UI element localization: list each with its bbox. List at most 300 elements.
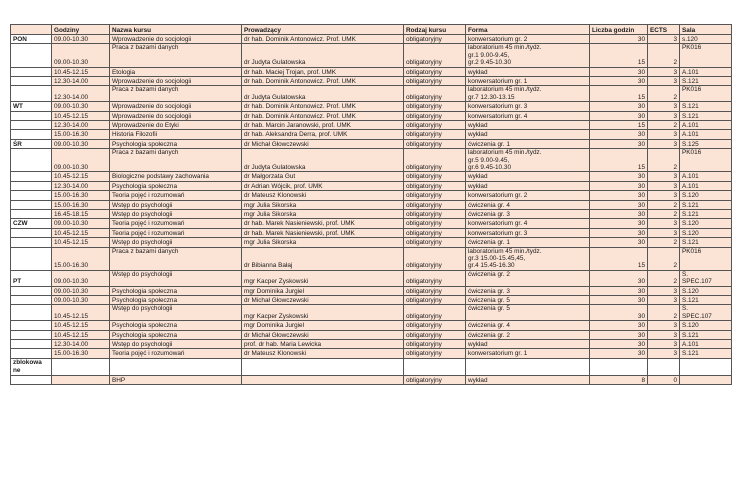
hours-count-cell: 30 — [590, 139, 648, 148]
day-cell — [11, 130, 52, 139]
table-row — [11, 67, 732, 76]
hours-count-cell: 30 — [590, 111, 648, 120]
course-type-cell: obligatoryjny — [404, 286, 466, 295]
course-name-cell: Praca z bazami danych — [110, 44, 242, 67]
schedule-body — [11, 35, 732, 385]
room-cell: PK016 — [680, 149, 732, 172]
header-course-type: Rodzaj kursu — [404, 25, 466, 35]
teacher-cell: mgr Kacper Zyskowski — [242, 305, 404, 321]
room-cell: S. SPEC.107 — [680, 305, 732, 321]
table-row — [11, 349, 732, 358]
form-cell: ćwiczenia gr. 5 — [466, 305, 590, 321]
hours-cell: 16.45-18.15 — [52, 209, 110, 218]
hours-cell: 10.45-12.15 — [52, 67, 110, 76]
hours-cell: 10.45-12.15 — [52, 111, 110, 120]
course-name-cell: Wstęp do psychologii — [110, 238, 242, 247]
form-cell: ćwiczenia gr. 1 — [466, 139, 590, 148]
header-hours: Godziny — [52, 25, 110, 35]
room-cell: S.121 — [680, 349, 732, 358]
hours-count-cell: 30 — [590, 286, 648, 295]
teacher-cell: prof. dr hab. Maria Lewicka — [242, 339, 404, 348]
form-cell: wykład — [466, 67, 590, 76]
teacher-cell — [242, 358, 404, 375]
table-row — [11, 286, 732, 295]
room-cell: S.121 — [680, 209, 732, 218]
hours-count-cell: 15 — [590, 44, 648, 67]
teacher-cell: dr Judyta Gulatowska — [242, 44, 404, 67]
course-name-cell: Teoria pojęć i rozumowań — [110, 349, 242, 358]
table-row — [11, 200, 732, 209]
form-cell: ćwiczenia gr. 4 — [466, 321, 590, 330]
day-cell — [11, 111, 52, 120]
day-cell — [11, 172, 52, 181]
ects-cell: 2 — [648, 305, 680, 321]
ects-cell: 2 — [648, 120, 680, 129]
hours-cell: 09.00-10.30 — [52, 139, 110, 148]
day-cell — [11, 247, 52, 270]
teacher-cell — [242, 375, 404, 384]
room-cell: S.121 — [680, 200, 732, 209]
hours-count-cell: 15 — [590, 120, 648, 129]
teacher-cell: mgr Dominika Jurgiel — [242, 321, 404, 330]
table-row — [11, 149, 732, 172]
hours-cell — [52, 375, 110, 384]
ects-cell: 3 — [648, 349, 680, 358]
ects-cell: 2 — [648, 238, 680, 247]
form-cell: konwersatorium gr. 3 — [466, 228, 590, 237]
course-name-cell: Wprowadzenie do socjologii — [110, 111, 242, 120]
hours-count-cell: 30 — [590, 305, 648, 321]
course-type-cell: obligatoryjny — [404, 102, 466, 111]
course-name-cell: BHP — [110, 375, 242, 384]
hours-cell: 10.45-12.15 — [52, 330, 110, 339]
hours-cell: 12.30-14.00 — [52, 181, 110, 190]
day-cell: zblokowa ne — [11, 358, 52, 375]
course-type-cell: obligatoryjny — [404, 270, 466, 286]
course-type-cell: obligatoryjny — [404, 209, 466, 218]
room-cell: PK016 — [680, 86, 732, 102]
course-name-cell: Psychologia społeczna — [110, 295, 242, 304]
table-row — [11, 35, 732, 44]
teacher-cell: dr Małgorzata Gut — [242, 172, 404, 181]
form-cell: wykład — [466, 375, 590, 384]
ects-cell: 3 — [648, 172, 680, 181]
day-cell — [11, 321, 52, 330]
course-name-cell: Wprowadzenie do Etyki — [110, 120, 242, 129]
form-cell: ćwiczenia gr. 5 — [466, 295, 590, 304]
course-type-cell: obligatoryjny — [404, 228, 466, 237]
hours-cell: 10.45-12.15 — [52, 172, 110, 181]
room-cell: S.121 — [680, 238, 732, 247]
ects-cell: 2 — [648, 149, 680, 172]
ects-cell: 3 — [648, 295, 680, 304]
form-cell: ćwiczenia gr. 2 — [466, 330, 590, 339]
teacher-cell: dr Mateusz Klonowski — [242, 349, 404, 358]
hours-cell: 10.45-12.15 — [52, 321, 110, 330]
hours-count-cell: 30 — [590, 219, 648, 228]
hours-cell: 09.00-10.30 — [52, 44, 110, 67]
room-cell: S.120 — [680, 321, 732, 330]
course-name-cell: Psychologia społeczna — [110, 330, 242, 339]
hours-cell: 09.00-10.30 — [52, 35, 110, 44]
table-row — [11, 305, 732, 321]
hours-count-cell: 30 — [590, 172, 648, 181]
form-cell: wykład — [466, 120, 590, 129]
teacher-cell: dr hab. Dominik Antonowicz. Prof. UMK — [242, 77, 404, 86]
teacher-cell: dr Judyta Gulatowska — [242, 149, 404, 172]
hours-cell: 12.30-14.00 — [52, 77, 110, 86]
course-type-cell — [404, 358, 466, 375]
teacher-cell: mgr Julia Sikorska — [242, 200, 404, 209]
hours-cell: 12.30-14.00 — [52, 86, 110, 102]
table-row — [11, 120, 732, 129]
ects-cell: 0 — [648, 375, 680, 384]
table-row — [11, 130, 732, 139]
hours-cell: 09.00-10.30 — [52, 286, 110, 295]
table-row — [11, 238, 732, 247]
day-cell — [11, 330, 52, 339]
hours-count-cell: 30 — [590, 238, 648, 247]
course-type-cell: obligatoryjny — [404, 67, 466, 76]
table-row — [11, 102, 732, 111]
hours-count-cell: 15 — [590, 149, 648, 172]
day-cell — [11, 305, 52, 321]
form-cell: ćwiczenia gr. 1 — [466, 238, 590, 247]
table-row — [11, 44, 732, 67]
form-cell: konwersatorium gr. 4 — [466, 111, 590, 120]
header-day — [11, 25, 52, 35]
form-cell: ćwiczenia gr. 2 — [466, 270, 590, 286]
teacher-cell: dr hab. Dominik Antonowicz. Prof. UMK — [242, 111, 404, 120]
hours-count-cell: 15 — [590, 86, 648, 102]
room-cell: S.121 — [680, 102, 732, 111]
hours-count-cell — [590, 358, 648, 375]
hours-cell: 10.45-12.15 — [52, 228, 110, 237]
teacher-cell: dr Michał Głowczewski — [242, 139, 404, 148]
course-type-cell: obligatoryjny — [404, 349, 466, 358]
form-cell: laboratorium 45 min./tydz. gr.5 9.00-9.45, gr.6 9.45-10.30 — [466, 149, 590, 172]
day-cell — [11, 181, 52, 190]
course-name-cell: Praca z bazami danych — [110, 86, 242, 102]
course-name-cell: Wstęp do psychologii — [110, 209, 242, 218]
hours-count-cell: 30 — [590, 181, 648, 190]
teacher-cell: dr hab. Marcin Jaranowski, prof. UMK — [242, 120, 404, 129]
header-row — [11, 25, 732, 35]
teacher-cell: dr hab. Dominik Antonowicz. Prof. UMK — [242, 102, 404, 111]
table-row — [11, 321, 732, 330]
room-cell: S.120 — [680, 286, 732, 295]
hours-cell: 12.30-14.00 — [52, 120, 110, 129]
teacher-cell: dr Bibianna Bałaj — [242, 247, 404, 270]
ects-cell: 3 — [648, 102, 680, 111]
form-cell: konwersatorium gr. 2 — [466, 35, 590, 44]
day-cell: CZW — [11, 219, 52, 228]
hours-count-cell: 30 — [590, 77, 648, 86]
table-row — [11, 219, 732, 228]
teacher-cell: dr hab. Maciej Trojan, prof. UMK — [242, 67, 404, 76]
room-cell: S.121 — [680, 77, 732, 86]
day-cell — [11, 238, 52, 247]
day-cell — [11, 375, 52, 384]
teacher-cell: dr hab. Aleksandra Derra, prof. UMK — [242, 130, 404, 139]
teacher-cell: dr hab. Dominik Antonowicz. Prof. UMK — [242, 35, 404, 44]
ects-cell: 3 — [648, 191, 680, 200]
ects-cell: 2 — [648, 44, 680, 67]
course-name-cell: Wprowadzenie do socjologii — [110, 102, 242, 111]
hours-count-cell: 30 — [590, 130, 648, 139]
room-cell: S.125 — [680, 139, 732, 148]
form-cell: laboratorium 45 min./tydz. gr.1 9.00-9.45, gr.2 9.45-10.30 — [466, 44, 590, 67]
hours-cell: 15.00-16.30 — [52, 349, 110, 358]
course-name-cell: Wprowadzenie do socjologii — [110, 35, 242, 44]
table-row — [11, 86, 732, 102]
course-type-cell: obligatoryjny — [404, 35, 466, 44]
table-row — [11, 111, 732, 120]
hours-count-cell: 30 — [590, 295, 648, 304]
hours-cell: 15.00-16.30 — [52, 200, 110, 209]
table-row — [11, 181, 732, 190]
course-name-cell: Praca z bazami danych — [110, 247, 242, 270]
course-name-cell: Psychologia społeczna — [110, 321, 242, 330]
course-name-cell: Wstęp do psychologii — [110, 305, 242, 321]
ects-cell: 3 — [648, 67, 680, 76]
course-name-cell: Teoria pojęć i rozumowań — [110, 228, 242, 237]
hours-count-cell: 30 — [590, 339, 648, 348]
table-row — [11, 330, 732, 339]
hours-count-cell: 30 — [590, 67, 648, 76]
course-type-cell: obligatoryjny — [404, 247, 466, 270]
course-name-cell: Biologiczne podstawy zachowania — [110, 172, 242, 181]
teacher-cell: mgr Dominika Jurgiel — [242, 286, 404, 295]
hours-count-cell: 30 — [590, 102, 648, 111]
day-cell: ŚR — [11, 139, 52, 148]
form-cell — [466, 358, 590, 375]
day-cell — [11, 286, 52, 295]
table-row — [11, 77, 732, 86]
hours-count-cell: 30 — [590, 209, 648, 218]
ects-cell: 3 — [648, 330, 680, 339]
hours-count-cell: 30 — [590, 349, 648, 358]
hours-cell: 09.00-10.30 — [52, 149, 110, 172]
teacher-cell: dr Adrian Wójcik, prof. UMK — [242, 181, 404, 190]
ects-cell: 2 — [648, 86, 680, 102]
form-cell: konwersatorium gr. 2 — [466, 191, 590, 200]
day-cell: PON — [11, 35, 52, 44]
course-type-cell: obligatoryjny — [404, 238, 466, 247]
course-type-cell: obligatoryjny — [404, 172, 466, 181]
form-cell: wykład — [466, 130, 590, 139]
course-name-cell: Wstęp do psychologii — [110, 339, 242, 348]
header-hours-count: Liczba godzin — [590, 25, 648, 35]
teacher-cell: dr hab. Marek Nasieniewski, prof. UMK — [242, 219, 404, 228]
room-cell: S.120 — [680, 219, 732, 228]
ects-cell: 3 — [648, 130, 680, 139]
day-cell — [11, 149, 52, 172]
room-cell: A.101 — [680, 172, 732, 181]
course-schedule-table — [10, 24, 732, 385]
course-type-cell: obligatoryjny — [404, 219, 466, 228]
day-cell — [11, 86, 52, 102]
hours-cell: 10.45-12.15 — [52, 238, 110, 247]
room-cell: A.101 — [680, 67, 732, 76]
hours-count-cell: 8 — [590, 375, 648, 384]
teacher-cell: mgr Kacper Zyskowski — [242, 270, 404, 286]
day-cell: PT — [11, 270, 52, 286]
room-cell: S.121 — [680, 330, 732, 339]
table-row — [11, 247, 732, 270]
table-row — [11, 270, 732, 286]
course-name-cell — [110, 358, 242, 375]
table-row — [11, 191, 732, 200]
course-type-cell: obligatoryjny — [404, 295, 466, 304]
course-name-cell: Psychologia społeczna — [110, 286, 242, 295]
room-cell: A.101 — [680, 120, 732, 129]
course-type-cell: obligatoryjny — [404, 139, 466, 148]
course-type-cell: obligatoryjny — [404, 181, 466, 190]
form-cell: wykład — [466, 172, 590, 181]
course-name-cell: Historia Filozofii — [110, 130, 242, 139]
hours-count-cell: 30 — [590, 191, 648, 200]
form-cell: wykład — [466, 181, 590, 190]
course-name-cell: Psychologia społeczna — [110, 139, 242, 148]
course-type-cell: obligatoryjny — [404, 130, 466, 139]
table-row — [11, 139, 732, 148]
course-type-cell: obligatoryjny — [404, 120, 466, 129]
table-row — [11, 339, 732, 348]
course-name-cell: Psychologia społeczna — [110, 181, 242, 190]
ects-cell: 3 — [648, 77, 680, 86]
hours-count-cell: 15 — [590, 247, 648, 270]
room-cell: S.121 — [680, 295, 732, 304]
ects-cell: 3 — [648, 35, 680, 44]
room-cell — [680, 358, 732, 375]
ects-cell — [648, 358, 680, 375]
form-cell: laboratorium 45 min./tydz. gr.3 15.00-15.45,45, gr.4 15.45-16.30 — [466, 247, 590, 270]
header-teacher: Prowadzący — [242, 25, 404, 35]
hours-count-cell: 30 — [590, 321, 648, 330]
room-cell: S. SPEC.107 — [680, 270, 732, 286]
ects-cell: 3 — [648, 219, 680, 228]
course-type-cell: obligatoryjny — [404, 191, 466, 200]
teacher-cell: mgr Julia Sikorska — [242, 238, 404, 247]
table-row — [11, 358, 732, 375]
table-row — [11, 172, 732, 181]
course-type-cell: obligatoryjny — [404, 339, 466, 348]
teacher-cell: dr Michał Głowczewski — [242, 295, 404, 304]
hours-count-cell: 30 — [590, 228, 648, 237]
room-cell: S.120 — [680, 228, 732, 237]
form-cell: wykład — [466, 339, 590, 348]
hours-cell — [52, 358, 110, 375]
ects-cell: 3 — [648, 139, 680, 148]
teacher-cell: dr Mateusz Klonowski — [242, 191, 404, 200]
hours-cell: 15.00-16.30 — [52, 130, 110, 139]
room-cell: A.101 — [680, 181, 732, 190]
day-cell — [11, 44, 52, 67]
hours-cell: 12.30-14.00 — [52, 339, 110, 348]
form-cell: konwersatorium gr. 1 — [466, 77, 590, 86]
hours-count-cell: 30 — [590, 330, 648, 339]
ects-cell: 2 — [648, 200, 680, 209]
teacher-cell: dr Judyta Gulatowska — [242, 86, 404, 102]
table-row — [11, 375, 732, 384]
course-type-cell: obligatoryjny — [404, 44, 466, 67]
course-type-cell: obligatoryjny — [404, 305, 466, 321]
ects-cell: 3 — [648, 111, 680, 120]
hours-cell: 09.00-10.30 — [52, 270, 110, 286]
room-cell: A.101 — [680, 339, 732, 348]
course-type-cell: obligatoryjny — [404, 86, 466, 102]
day-cell — [11, 349, 52, 358]
hours-count-cell: 30 — [590, 270, 648, 286]
course-type-cell: obligatoryjny — [404, 149, 466, 172]
ects-cell: 3 — [648, 286, 680, 295]
header-course-name: Nazwa kursu — [110, 25, 242, 35]
course-name-cell: Teoria pojęć i rozumowań — [110, 191, 242, 200]
room-cell — [680, 375, 732, 384]
room-cell: S.121 — [680, 111, 732, 120]
ects-cell: 2 — [648, 209, 680, 218]
day-cell — [11, 200, 52, 209]
teacher-cell: mgr Julia Sikorska — [242, 209, 404, 218]
course-name-cell: Wstęp do psychologii — [110, 270, 242, 286]
room-cell: A.101 — [680, 130, 732, 139]
day-cell — [11, 228, 52, 237]
ects-cell: 2 — [648, 270, 680, 286]
course-type-cell: obligatoryjny — [404, 330, 466, 339]
day-cell — [11, 77, 52, 86]
hours-count-cell: 30 — [590, 200, 648, 209]
form-cell: ćwiczenia gr. 3 — [466, 286, 590, 295]
form-cell: ćwiczenia gr. 4 — [466, 200, 590, 209]
ects-cell: 2 — [648, 247, 680, 270]
ects-cell: 3 — [648, 321, 680, 330]
hours-cell: 10.45-12.15 — [52, 305, 110, 321]
course-type-cell: obligatoryjny — [404, 321, 466, 330]
course-name-cell: Etologia — [110, 67, 242, 76]
day-cell — [11, 191, 52, 200]
form-cell: konwersatorium gr. 4 — [466, 219, 590, 228]
room-cell: S.120 — [680, 191, 732, 200]
ects-cell: 3 — [648, 228, 680, 237]
hours-cell: 09.00-10.30 — [52, 102, 110, 111]
header-form: Forma — [466, 25, 590, 35]
day-cell — [11, 295, 52, 304]
hours-cell: 15.00-16.30 — [52, 191, 110, 200]
course-name-cell: Wstęp do psychologii — [110, 200, 242, 209]
hours-cell: 09.00-10.30 — [52, 219, 110, 228]
course-type-cell: obligatoryjny — [404, 111, 466, 120]
hours-cell: 09.00-10.30 — [52, 295, 110, 304]
form-cell: konwersatorium gr. 1 — [466, 349, 590, 358]
teacher-cell: dr Michał Głowczewski — [242, 330, 404, 339]
table-row — [11, 209, 732, 218]
table-row — [11, 228, 732, 237]
table-row — [11, 295, 732, 304]
teacher-cell: dr hab. Marek Nasieniewski, prof. UMK — [242, 228, 404, 237]
hours-cell: 15.00-16.30 — [52, 247, 110, 270]
ects-cell: 3 — [648, 339, 680, 348]
course-name-cell: Teoria pojęć i rozumowań — [110, 219, 242, 228]
course-type-cell: obligatoryjny — [404, 77, 466, 86]
form-cell: laboratorium 45 min./tydz. gr.7 12.30-13.15 — [466, 86, 590, 102]
day-cell — [11, 67, 52, 76]
header-ects: ECTS — [648, 25, 680, 35]
course-type-cell: obligatoryjny — [404, 375, 466, 384]
course-name-cell: Wprowadzenie do socjologii — [110, 77, 242, 86]
form-cell: ćwiczenia gr. 3 — [466, 209, 590, 218]
course-name-cell: Praca z bazami danych — [110, 149, 242, 172]
